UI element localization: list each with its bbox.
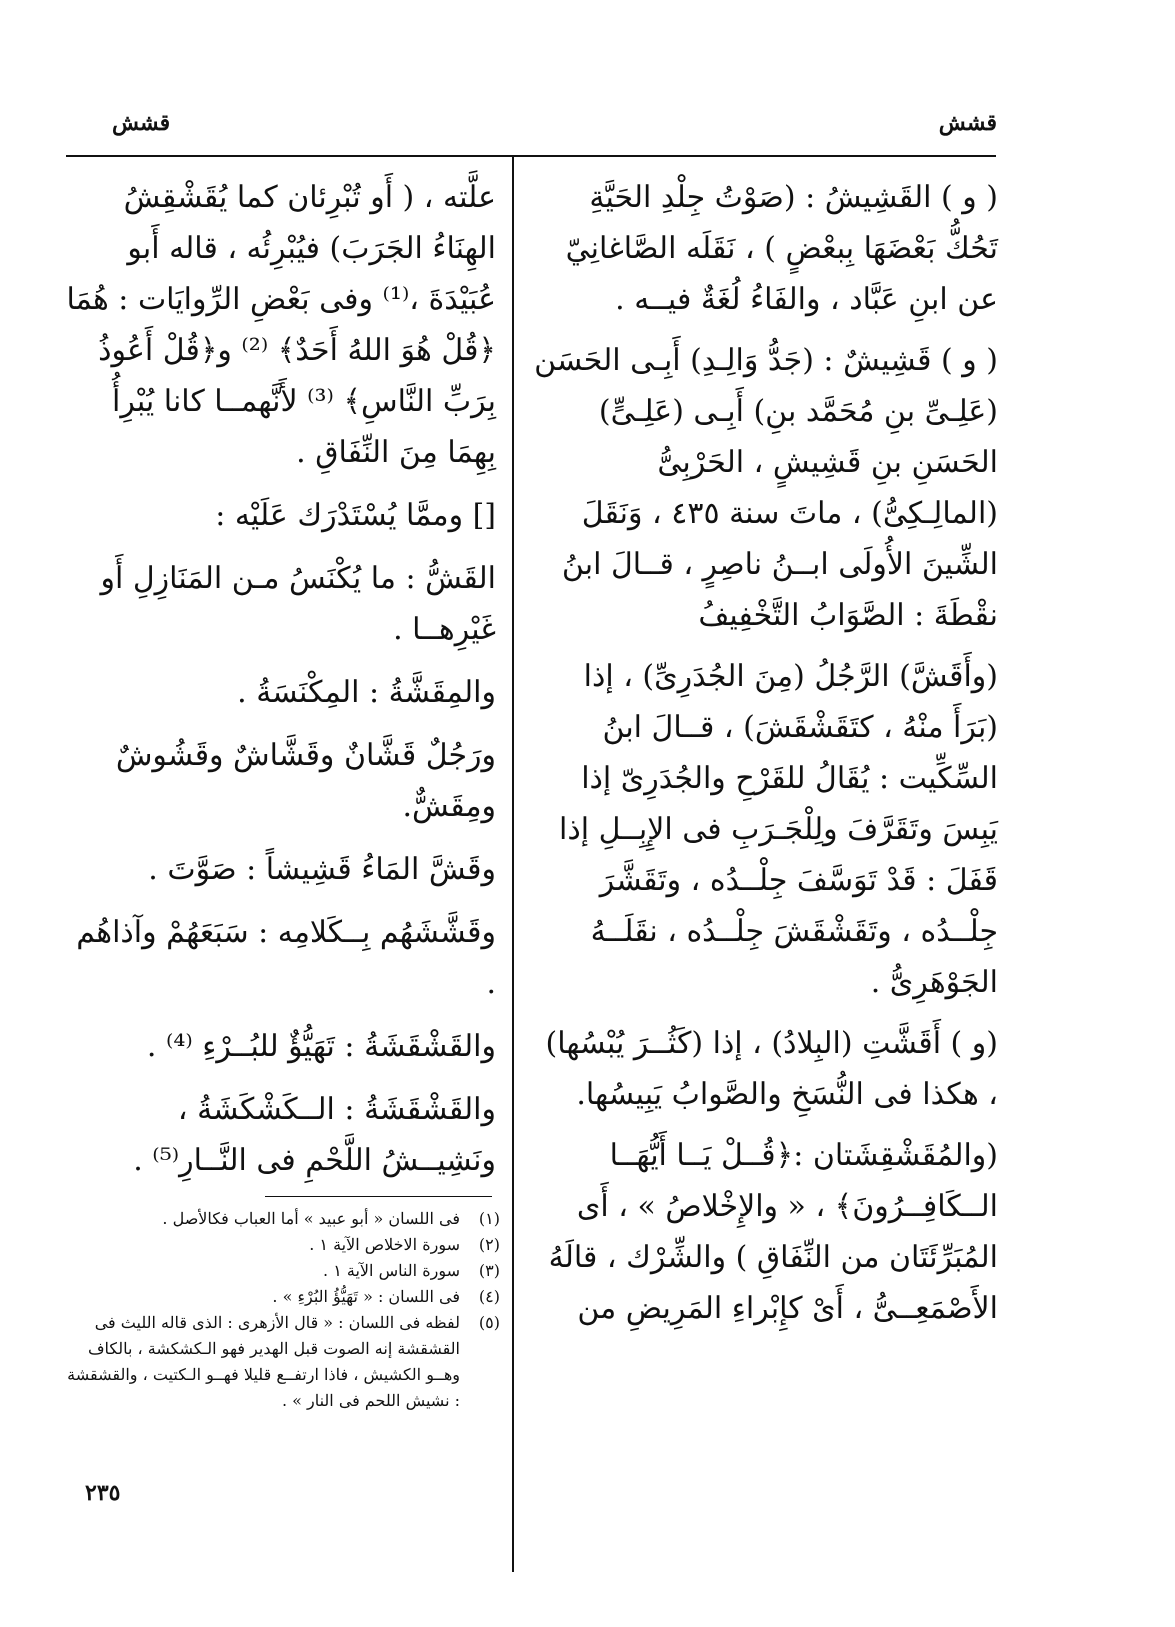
- footnote-number: (٥): [478, 1313, 500, 1332]
- page-number: ٢٣٥: [85, 1480, 121, 1506]
- footnote-text: فى اللسان « أبو عبيد » أما العباب فكالأصل .: [162, 1209, 460, 1228]
- entry-miqashsha: والمِقَشَّةُ : المِكْنَسَةُ .: [237, 675, 496, 710]
- addendum-heading: [] وممَّا يُسْتَدْرَك عَلَيْه :: [215, 498, 496, 533]
- footnote-number: (١): [478, 1209, 500, 1228]
- footnote-text: سورة الاخلاص الآية ١ .: [309, 1235, 460, 1254]
- footnote-text: فى اللسان : « تَهَيُّؤُ البُرْءِ » .: [272, 1287, 460, 1306]
- running-head-right: قشش: [938, 110, 997, 136]
- entry-qashqasha-2: والقَشْقَشَةُ : الــكَشْكَشَةُ ، ونَشِيــشُ اللَّحْمِ فى النَّــارِ⁽⁵⁾ .: [133, 1092, 496, 1178]
- footnote-rule: [265, 1196, 492, 1197]
- entry-aqashshat-bilad: (و ) أَقَشَّتِ (البِلادُ) ، إذا (كَثُــرَ يُبْسُها) ، هكذا فى النُّسَخِ والصَّوابُ يَبِيسُها.: [545, 1026, 998, 1112]
- left-column: [60, 172, 496, 1198]
- footnote-text: سورة الناس الآية ١ .: [323, 1261, 460, 1280]
- footnote-number: (٢): [478, 1235, 500, 1254]
- entry-rajul-qashshan: ورَجُلٌ قَشَّانٌ وقَشَّاشٌ وقَشُوشٌ ومِقَشٌّ.: [115, 738, 496, 824]
- right-column: [530, 172, 998, 1344]
- entry-continuation: علَّته ، ( أَو تُبْرِئان كما يُقَشْقِشُ الهِنَاءُ الجَرَبَ) فيُبْرِئُه ، قاله أَبو عُبَيْدَةَ ،⁽¹⁾ وفى بَعْضِ الرِّوايَات : هُمَا ﴿قُلْ هُوَ اللهُ أَحَدٌ﴾ ⁽²⁾ و﴿قُلْ أَعُوذُ بِرَبِّ النَّاسِ﴾ ⁽³⁾ لأَنَّهمــا كانا يُبْرِأُ بِهِمَا مِنَ النِّفَاقِ .: [66, 180, 496, 470]
- entry-qashish: ( و ) القَشِيشُ : (صَوْتُ جِلْدِ الحَيَّةِ تَحُكُّ بَعْضَهَا بِبعْضٍ ) ، نَقَلَه الصَّاغانِيّ عن ابنِ عَبَّاد ، والفَاءُ لُغَةٌ فيــه .: [565, 180, 998, 317]
- running-head-left: قشش: [112, 110, 171, 136]
- footnote: [60, 1206, 500, 1232]
- footnote-number: (٤): [478, 1287, 500, 1306]
- footnote-number: (٣): [478, 1261, 500, 1280]
- footnote: [60, 1258, 500, 1284]
- footnote: [60, 1232, 500, 1258]
- header-rule: [66, 155, 996, 157]
- entry-aqashsha-rajul: (وأَقَشَّ) الرَّجُلُ (مِنَ الجُدَرِىِّ) ، إذا (بَرَأَ منْهُ ، كتَقَشْقَشَ) ، قــالَ ابنُ السِّكِّيت : يُقَالُ للقَرْحِ والجُدَرِىّ إذا يَبِسَ وتَقَرَّفَ ولِلْجَـرَبِ فى الإِبِــلِ إذا قَفَلَ : قَدْ تَوَسَّفَ جِلْــدُه ، وتَقَشَّرَ جِلْــدُه ، وتَقَشْقَشَ جِلْــدُه ، نقَلَــهُ الجَوْهَرِىُّ .: [559, 659, 998, 1000]
- entry-qashsha-maa: وقَشَّ المَاءُ قَشِيشاً : صَوَّتَ .: [148, 852, 496, 887]
- footnote: [60, 1284, 500, 1310]
- footnote-text: لفظه فى اللسان : « قال الأزهرى : الذى قاله الليث فى القشقشة إنه الصوت قبل الهدير فهو الـكشكشة ، بالكاف وهــو الكشيش ، فاذا ارتفــع قليلا فهــو الـكتيت ، والقشقشة : نشيش اللحم فى النار » .: [67, 1313, 460, 1410]
- footnotes: [60, 1206, 500, 1414]
- footnote: [60, 1310, 500, 1414]
- column-divider: [512, 157, 514, 1572]
- entry-muqashqishatan: (والمُقَشْقِشَتان :﴿قُــلْ يَــا أَيُّهَــا الــكَافِــرُونَ﴾ ، « والإِخْلاصُ » ، أَى المُبَرِّئَتَان من النِّفَاقِ ) والشِّرْك ، قالَهُ الأَصْمَعِــىُّ ، أَىْ كإِبْراءِ المَرِيضِ من: [548, 1138, 998, 1326]
- entry-qashish-name: ( و ) قَشِيشٌ : (جَدُّ وَالِـدِ) أَبِـى الحَسَن (عَلِـىِّ بنِ مُحَمَّد بنِ) أَبِـى (عَلِـىٍّ) الحَسَنِ بنِ قَشِيشٍ ، الحَرْبِىُّ (المالِـكِىُّ) ، ماتَ سنة ٤٣٥ ، وَنَقَلَ الشِّينَ الأُولَى ابــنُ ناصِرٍ ، قــالَ ابنُ نقْطَةَ : الصَّوَابُ التَّخْفِيفُ: [534, 343, 998, 633]
- entry-qashqasha-1: والقَشْقَشَةُ : تَهَيُّؤٌ للبُــرْءِ ⁽⁴⁾ .: [146, 1029, 496, 1064]
- entry-qashsh: القَشُّ : ما يُكْنَسُ مـن المَنَازِلِ أَو غَيْرِهــا .: [100, 561, 496, 647]
- entry-qashshashahum: وقَشَّشَهُم بِــكَلامِه : سَبَعَهُمْ وآذاهُم .: [76, 915, 496, 1001]
